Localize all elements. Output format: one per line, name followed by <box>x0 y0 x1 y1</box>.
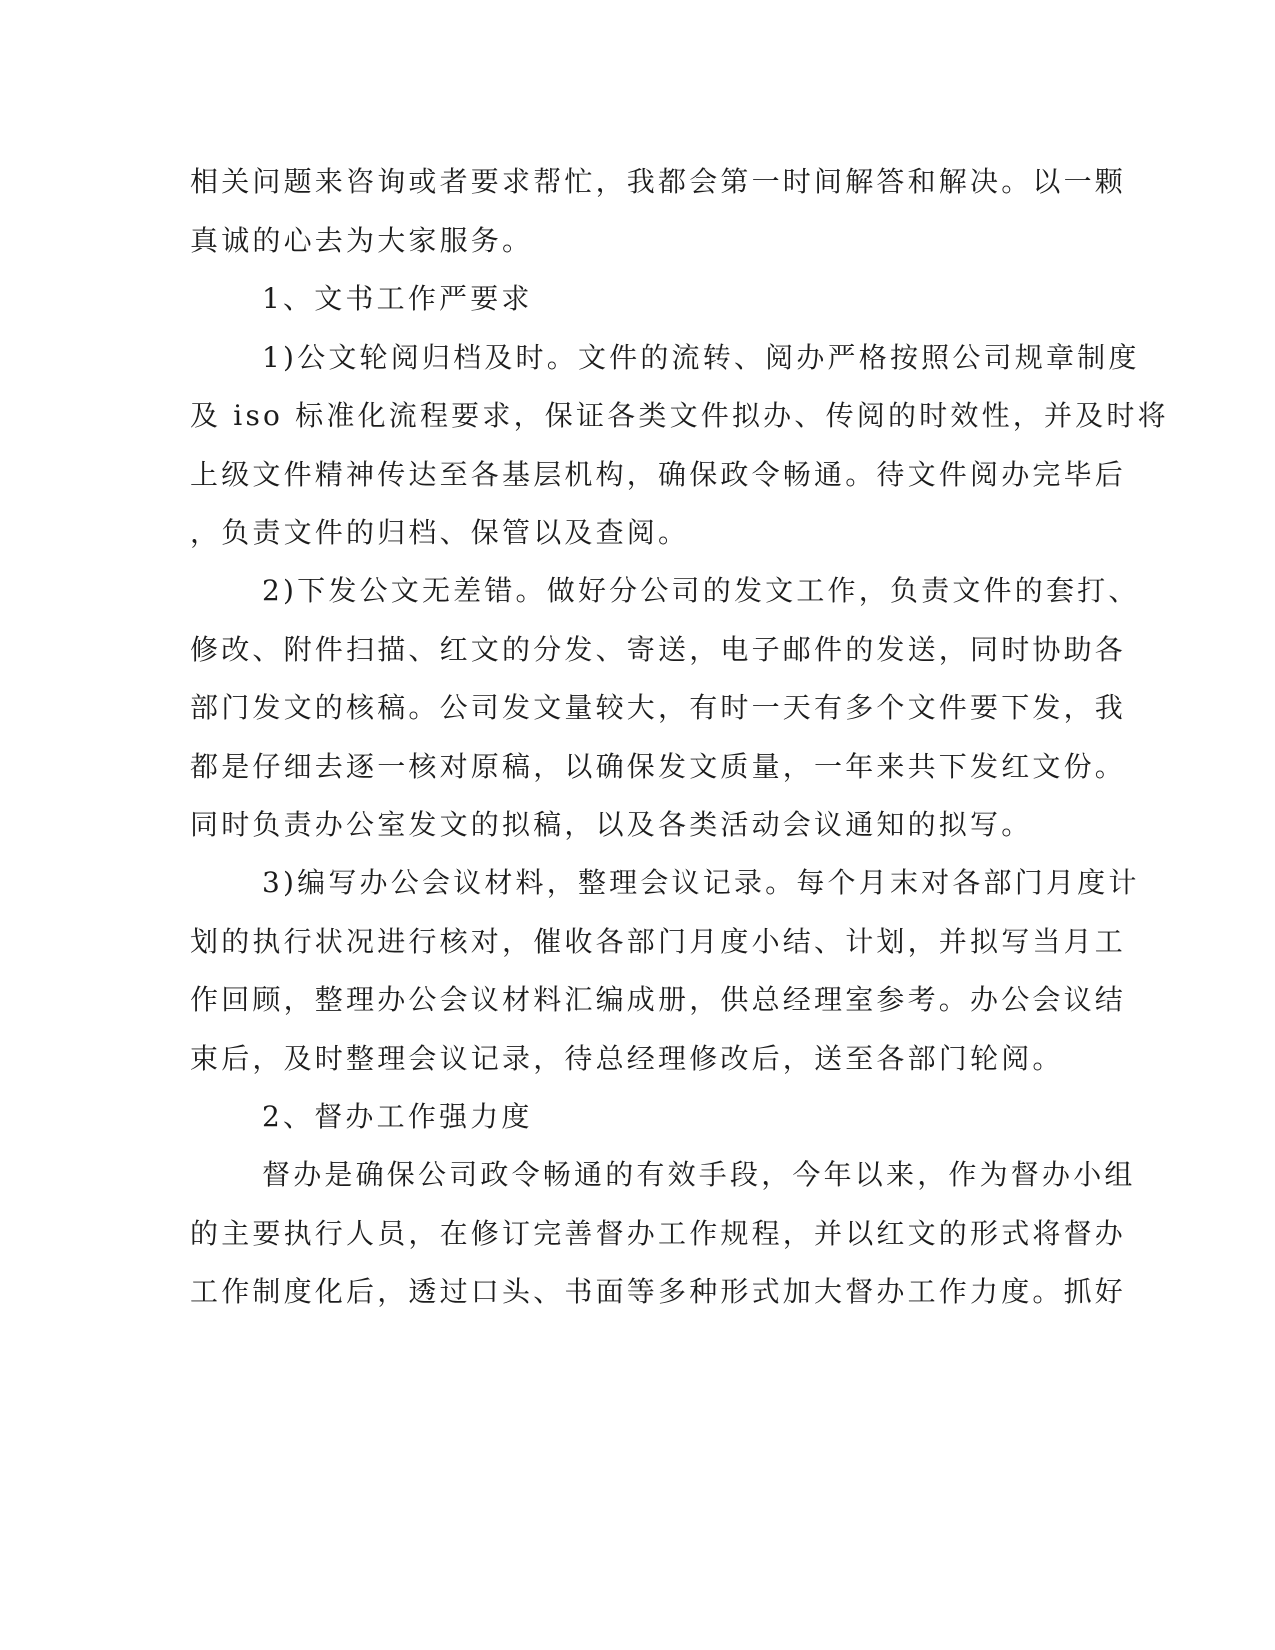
paragraph-line: 都是仔细去逐一核对原稿，以确保发文质量，一年来共下发红文份。 <box>190 750 1127 783</box>
paragraph-line: 工作制度化后，透过口头、书面等多种形式加大督办工作力度。抓好 <box>190 1275 1127 1308</box>
section-heading: 1、文书工作严要求 <box>262 282 533 315</box>
paragraph-line: 作回顾，整理办公会议材料汇编成册，供总经理室参考。办公会议结 <box>190 983 1127 1016</box>
section-heading: 2、督办工作强力度 <box>262 1100 533 1133</box>
paragraph-line: 3)编写办公会议材料，整理会议记录。每个月末对各部门月度计 <box>262 866 1140 899</box>
paragraph-line: 上级文件精神传达至各基层机构，确保政令畅通。待文件阅办完毕后 <box>190 458 1127 491</box>
paragraph-line: 真诚的心去为大家服务。 <box>190 224 534 257</box>
paragraph-line: 束后，及时整理会议记录，待总经理修改后，送至各部门轮阅。 <box>190 1042 1064 1075</box>
paragraph-line: 2)下发公文无差错。做好分公司的发文工作，负责文件的套打、 <box>262 574 1140 607</box>
paragraph-line: 划的执行状况进行核对，催收各部门月度小结、计划，并拟写当月工 <box>190 925 1127 958</box>
paragraph-line: 部门发文的核稿。公司发文量较大，有时一天有多个文件要下发，我 <box>190 691 1127 724</box>
paragraph-line: 及 iso 标准化流程要求，保证各类文件拟办、传阅的时效性，并及时将 <box>190 399 1169 432</box>
paragraph-line: 1)公文轮阅归档及时。文件的流转、阅办严格按照公司规章制度 <box>262 341 1140 374</box>
paragraph-line: 修改、附件扫描、红文的分发、寄送，电子邮件的发送，同时协助各 <box>190 633 1127 666</box>
paragraph-line: 相关问题来咨询或者要求帮忙，我都会第一时间解答和解决。以一颗 <box>190 165 1127 198</box>
paragraph-line: 的主要执行人员，在修订完善督办工作规程，并以红文的形式将督办 <box>190 1217 1127 1250</box>
paragraph-line: 同时负责办公室发文的拟稿，以及各类活动会议通知的拟写。 <box>190 808 1033 841</box>
paragraph-line: ，负责文件的归档、保管以及查阅。 <box>190 516 690 549</box>
paragraph-line: 督办是确保公司政令畅通的有效手段，今年以来，作为督办小组 <box>262 1158 1136 1191</box>
